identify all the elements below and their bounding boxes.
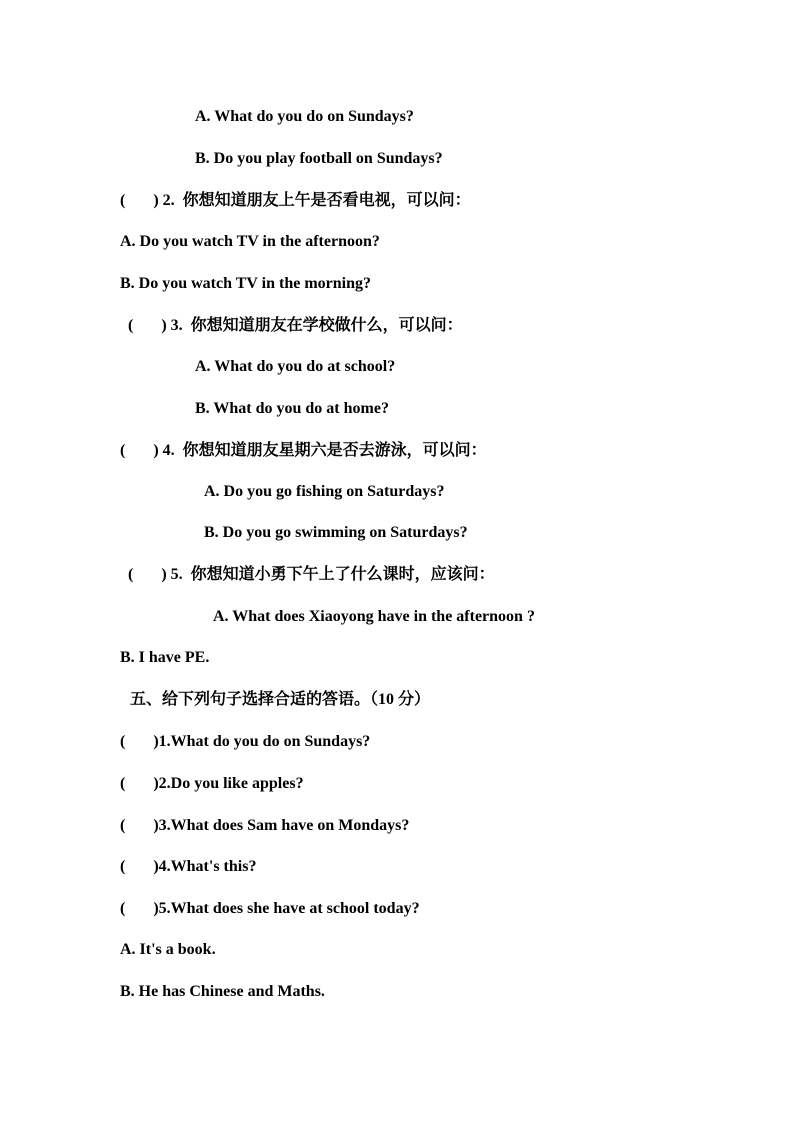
section5-question-3: ( )3.What does Sam have on Mondays? [120,817,410,834]
q2-stem: ( ) 2. 你想知道朋友上午是否看电视，可以问： [120,192,471,209]
q5-stem: ( ) 5. 你想知道小勇下午上了什么课时，应该问： [128,566,495,583]
section5-heading: 五、给下列句子选择合适的答语。（10 分） [130,691,431,708]
q4-option-a: A. Do you go fishing on Saturdays? [204,483,445,500]
q3-stem: ( ) 3. 你想知道朋友在学校做什么，可以问： [128,317,463,334]
q5-option-a: A. What does Xiaoyong have in the afternoon ? [213,608,535,625]
q2-option-a: A. Do you watch TV in the afternoon? [120,233,380,250]
section5-question-4: ( )4.What's this? [120,858,257,875]
q4-stem: ( ) 4. 你想知道朋友星期六是否去游泳，可以问： [120,442,487,459]
section5-answer-a: A. It's a book. [120,941,216,958]
q2-option-b: B. Do you watch TV in the morning? [120,275,371,292]
q4-option-b: B. Do you go swimming on Saturdays? [204,524,468,541]
section5-question-2: ( )2.Do you like apples? [120,775,304,792]
section5-question-5: ( )5.What does she have at school today? [120,900,420,917]
q3-option-b: B. What do you do at home? [195,400,389,417]
q5-option-b: B. I have PE. [120,649,210,666]
q1-option-b: B. Do you play football on Sundays? [195,150,443,167]
q1-option-a: A. What do you do on Sundays? [195,108,414,125]
section5-answer-b: B. He has Chinese and Maths. [120,983,325,1000]
q3-option-a: A. What do you do at school? [195,358,396,375]
section5-question-1: ( )1.What do you do on Sundays? [120,733,371,750]
